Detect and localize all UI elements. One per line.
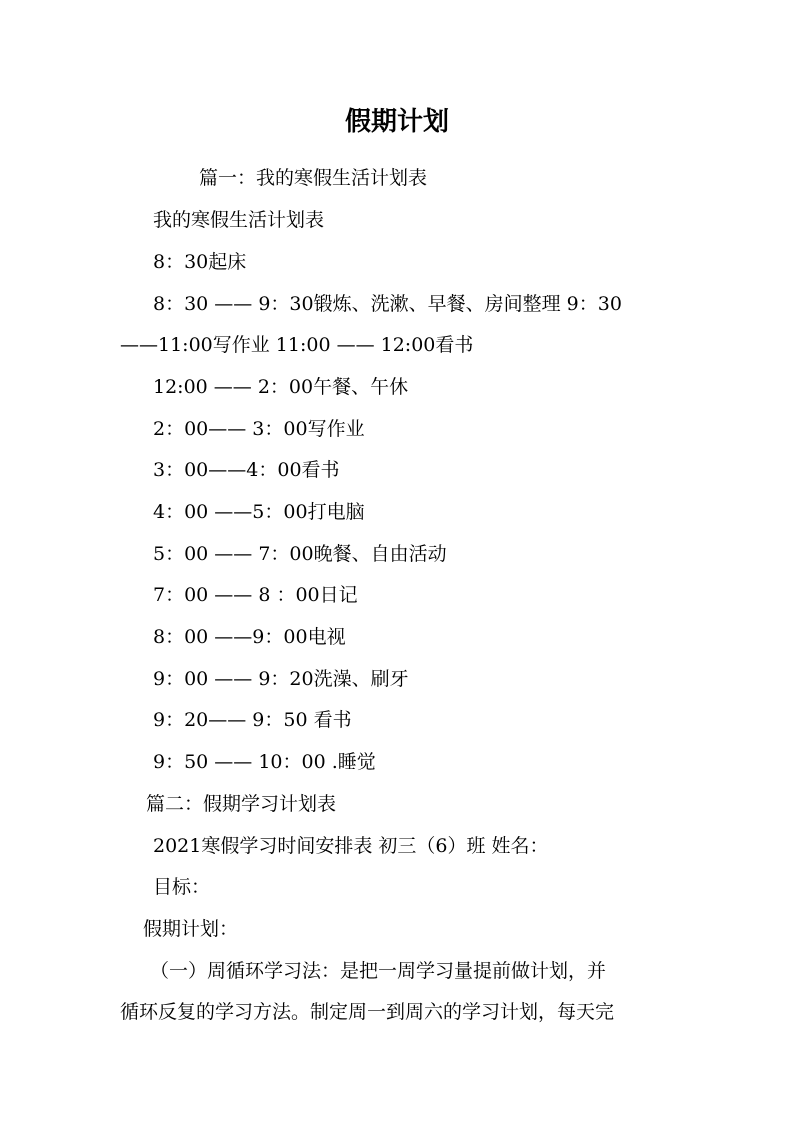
schedule-item: 7：00 —— 8 ：00日记: [153, 584, 358, 606]
schedule-item: 8：30 —— 9：30锻炼、洗漱、早餐、房间整理 9：30: [153, 293, 622, 315]
study-table-title: 2021寒假学习时间安排表 初三（6）班 姓名：: [153, 835, 549, 857]
page-title: 假期计划: [344, 107, 449, 137]
paragraph-line: （一）周循环学习法：是把一周学习量提前做计划，并: [150, 960, 607, 982]
schedule-item: 9：20—— 9：50 看书: [153, 709, 352, 731]
schedule-item: 12:00 —— 2：00午餐、午休: [153, 376, 409, 398]
goal-label: 目标：: [153, 876, 211, 898]
section2-heading: 篇二：假期学习计划表: [146, 793, 337, 815]
schedule-item: 9：50 —— 10：00 .睡觉: [153, 751, 376, 773]
schedule-item: 9：00 —— 9：20洗澡、刷牙: [153, 668, 409, 690]
section1-heading: 篇一：我的寒假生活计划表: [199, 167, 428, 189]
section1-subtitle: 我的寒假生活计划表: [153, 209, 325, 231]
schedule-item: 4：00 ——5：00打电脑: [153, 501, 365, 523]
plan-label: 假期计划：: [143, 918, 239, 940]
schedule-item: 5：00 —— 7：00晚餐、自由活动: [153, 543, 447, 565]
schedule-item: 3：00——4：00看书: [153, 459, 340, 481]
schedule-item: ——11:00写作业 11:00 —— 12:00看书: [120, 334, 474, 356]
schedule-item: 8：30起床: [153, 251, 247, 273]
schedule-item: 2：00—— 3：00写作业: [153, 418, 365, 440]
schedule-item: 8：00 ——9：00电视: [153, 626, 346, 648]
paragraph-line: 循环反复的学习方法。制定周一到周六的学习计划，每天完: [120, 1001, 615, 1023]
